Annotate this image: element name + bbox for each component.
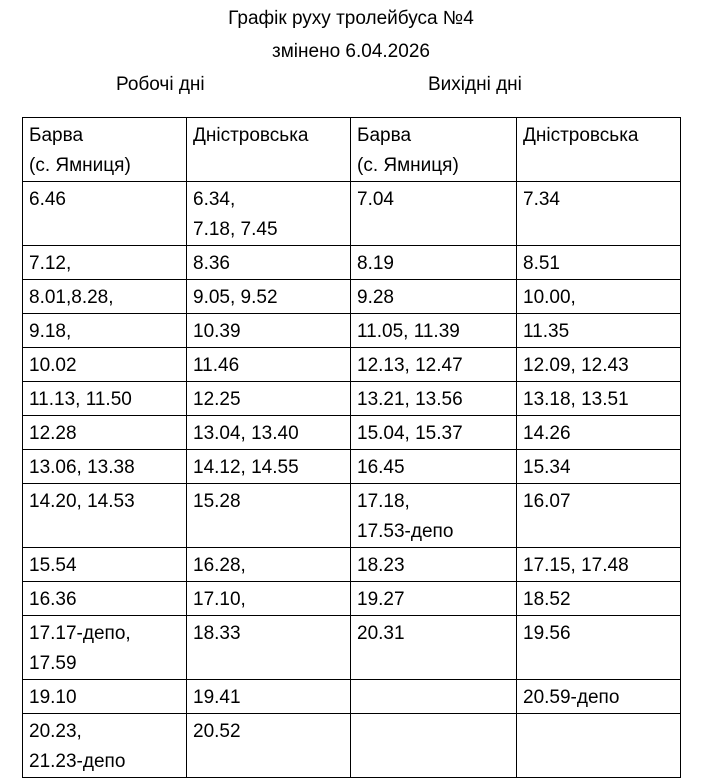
table-row	[23, 246, 681, 280]
table-row	[23, 280, 681, 314]
schedule-title: Графік руху тролейбуса №4	[228, 8, 474, 29]
table-row	[23, 416, 681, 450]
time-cell-weekend-barva: 9.28	[351, 280, 517, 314]
time-cell-weekday-barva: 16.36	[23, 582, 187, 616]
time-cell-weekend-dnistrovska: 20.59-депо	[517, 680, 681, 714]
time-cell-weekend-barva: 17.18, 17.53-депо	[351, 484, 517, 548]
time-cell-weekday-dnistrovska: 15.28	[187, 484, 351, 548]
time-cell-weekend-barva	[351, 680, 517, 714]
weekend-label: Вихідні дні	[428, 74, 522, 95]
time-cell-weekend-dnistrovska: 14.26	[517, 416, 681, 450]
time-cell-weekend-barva: 19.27	[351, 582, 517, 616]
time-cell-weekday-barva: 10.02	[23, 348, 187, 382]
time-cell-weekend-dnistrovska: 13.18, 13.51	[517, 382, 681, 416]
time-cell-weekend-dnistrovska: 8.51	[517, 246, 681, 280]
time-cell-weekday-dnistrovska: 6.34, 7.18, 7.45	[187, 182, 351, 246]
table-row	[23, 314, 681, 348]
time-cell-weekday-dnistrovska: 19.41	[187, 680, 351, 714]
time-cell-weekend-barva: 12.13, 12.47	[351, 348, 517, 382]
time-cell-weekend-barva: 15.04, 15.37	[351, 416, 517, 450]
time-cell-weekend-barva: 20.31	[351, 616, 517, 680]
table-row	[23, 348, 681, 382]
header-cell-weekend-dnistrovska: Дністровська	[517, 118, 681, 182]
table-row	[23, 450, 681, 484]
table-row	[23, 382, 681, 416]
time-cell-weekday-dnistrovska: 14.12, 14.55	[187, 450, 351, 484]
time-cell-weekend-barva: 8.19	[351, 246, 517, 280]
time-cell-weekday-barva: 7.12,	[23, 246, 187, 280]
time-cell-weekday-dnistrovska: 16.28,	[187, 548, 351, 582]
time-cell-weekend-barva: 16.45	[351, 450, 517, 484]
time-cell-weekend-dnistrovska: 17.15, 17.48	[517, 548, 681, 582]
time-cell-weekday-barva: 11.13, 11.50	[23, 382, 187, 416]
weekdays-label: Робочі дні	[116, 74, 205, 95]
time-cell-weekend-dnistrovska: 12.09, 12.43	[517, 348, 681, 382]
time-cell-weekday-dnistrovska: 10.39	[187, 314, 351, 348]
time-cell-weekday-dnistrovska: 11.46	[187, 348, 351, 382]
time-cell-weekend-dnistrovska: 16.07	[517, 484, 681, 548]
table-row	[23, 616, 681, 680]
schedule-table	[22, 117, 681, 778]
time-cell-weekend-dnistrovska: 19.56	[517, 616, 681, 680]
time-cell-weekday-barva: 12.28	[23, 416, 187, 450]
table-row	[23, 680, 681, 714]
changed-date: змінено 6.04.2026	[272, 41, 430, 62]
table-row	[23, 182, 681, 246]
table-row	[23, 582, 681, 616]
time-cell-weekend-barva: 7.04	[351, 182, 517, 246]
time-cell-weekday-barva: 15.54	[23, 548, 187, 582]
time-cell-weekend-dnistrovska: 11.35	[517, 314, 681, 348]
header-cell-weekday-dnistrovska: Дністровська	[187, 118, 351, 182]
time-cell-weekend-barva: 13.21, 13.56	[351, 382, 517, 416]
time-cell-weekday-barva: 20.23, 21.23-депо	[23, 714, 187, 778]
time-cell-weekend-dnistrovska	[517, 714, 681, 778]
time-cell-weekday-barva: 13.06, 13.38	[23, 450, 187, 484]
time-cell-weekday-dnistrovska: 8.36	[187, 246, 351, 280]
time-cell-weekday-barva: 14.20, 14.53	[23, 484, 187, 548]
time-cell-weekday-dnistrovska: 18.33	[187, 616, 351, 680]
table-header-row	[23, 118, 681, 182]
time-cell-weekday-barva: 8.01,8.28,	[23, 280, 187, 314]
time-cell-weekday-dnistrovska: 20.52	[187, 714, 351, 778]
time-cell-weekend-dnistrovska: 15.34	[517, 450, 681, 484]
time-cell-weekend-barva	[351, 714, 517, 778]
time-cell-weekday-dnistrovska: 9.05, 9.52	[187, 280, 351, 314]
time-cell-weekend-dnistrovska: 18.52	[517, 582, 681, 616]
table-row	[23, 484, 681, 548]
table-row	[23, 548, 681, 582]
time-cell-weekday-dnistrovska: 17.10,	[187, 582, 351, 616]
table-row	[23, 714, 681, 778]
header-cell-weekday-barva: Барва (с. Ямниця)	[23, 118, 187, 182]
time-cell-weekday-barva: 6.46	[23, 182, 187, 246]
time-cell-weekday-barva: 19.10	[23, 680, 187, 714]
time-cell-weekend-dnistrovska: 10.00,	[517, 280, 681, 314]
time-cell-weekday-dnistrovska: 13.04, 13.40	[187, 416, 351, 450]
time-cell-weekend-barva: 18.23	[351, 548, 517, 582]
time-cell-weekday-barva: 17.17-депо, 17.59	[23, 616, 187, 680]
time-cell-weekend-barva: 11.05, 11.39	[351, 314, 517, 348]
header-cell-weekend-barva: Барва (с. Ямниця)	[351, 118, 517, 182]
time-cell-weekend-dnistrovska: 7.34	[517, 182, 681, 246]
time-cell-weekday-dnistrovska: 12.25	[187, 382, 351, 416]
schedule-table-body	[23, 118, 681, 778]
time-cell-weekday-barva: 9.18,	[23, 314, 187, 348]
